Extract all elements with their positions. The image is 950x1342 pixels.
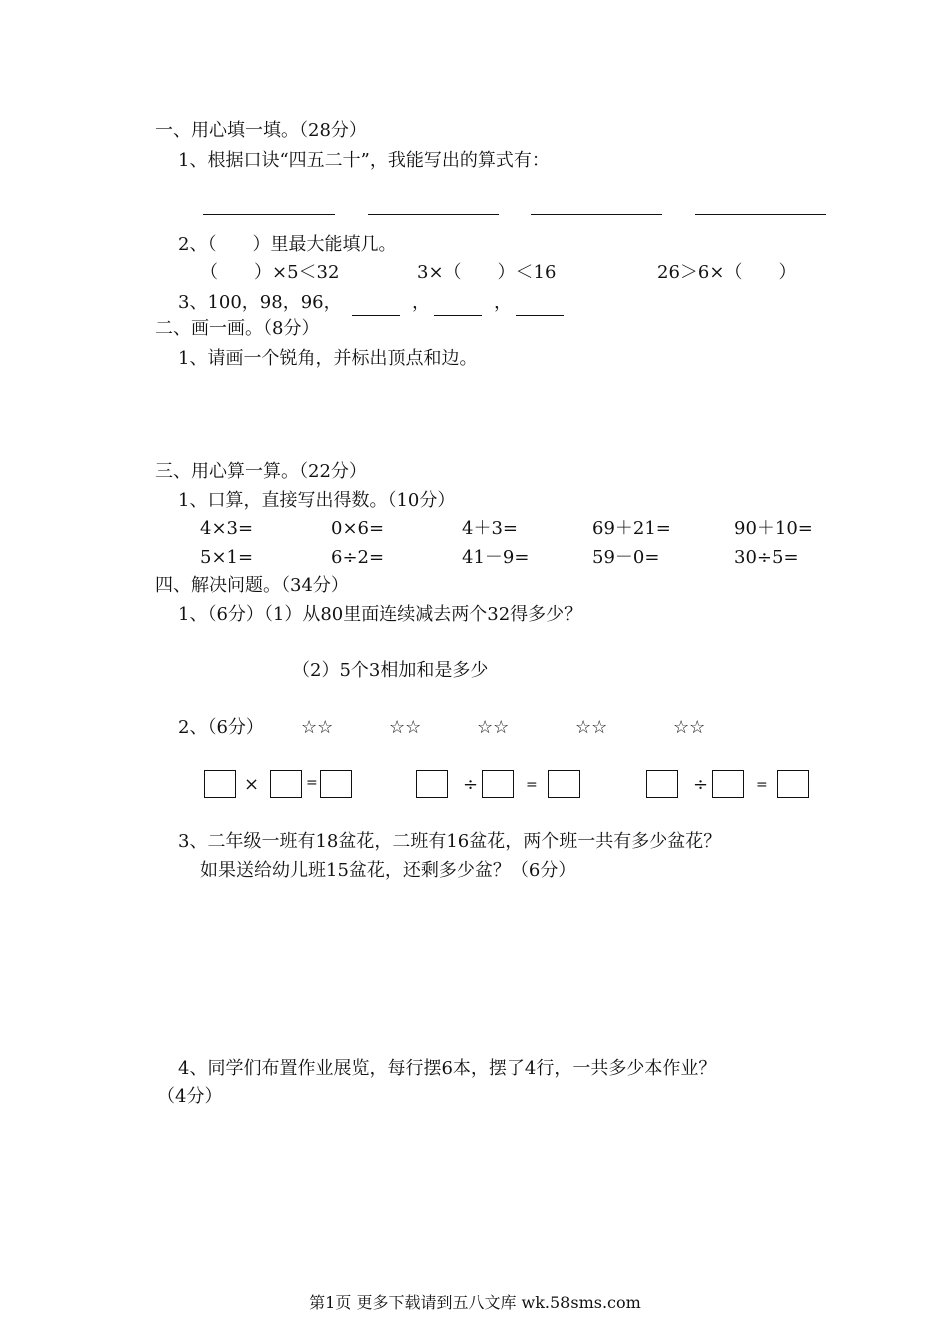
s4-q4-line2: （4分） (157, 1086, 223, 1107)
calc-item: 4×3= (200, 518, 254, 539)
answer-blank (368, 214, 499, 215)
answer-blank (203, 214, 335, 215)
comma: ， (494, 292, 512, 313)
star-group: ☆☆ (389, 717, 422, 738)
divide-sign: ÷ (693, 774, 709, 795)
calc-item: 69＋21= (592, 518, 671, 539)
s1-q2-item: 3×（ ）＜16 (417, 262, 557, 283)
s4-q1: 1、（6分）（1）从80里面连续减去两个32得多少？ (178, 604, 583, 625)
answer-box[interactable] (416, 770, 448, 798)
s1-q3: 3、100，98，96， (178, 292, 342, 313)
star-group: ☆☆ (301, 717, 334, 738)
section2-title: 二、画一画。（8分） (155, 318, 320, 339)
equals-sign: = (756, 777, 768, 793)
s4-q2-label: 2、（6分） (178, 717, 264, 738)
answer-box[interactable] (712, 770, 744, 798)
equals-sign: = (526, 777, 538, 793)
equals-sign: = (306, 775, 318, 791)
answer-box[interactable] (646, 770, 678, 798)
star-group: ☆☆ (673, 717, 706, 738)
answer-blank (434, 315, 482, 316)
s4-q4-line1: 4、同学们布置作业展览，每行摆6本，摆了4行，一共多少本作业？ (178, 1058, 717, 1079)
calc-item: 4＋3= (462, 518, 518, 539)
star-group: ☆☆ (477, 717, 510, 738)
comma: ， (412, 292, 430, 313)
s3-q1: 1、口算，直接写出得数。（10分） (178, 490, 456, 511)
s4-q1b: （2）5个3相加和是多少 (292, 660, 489, 681)
s4-q3-line2: 如果送给幼儿班15盆花，还剩多少盆？（6分） (200, 860, 577, 881)
s1-q2-item: （ ）×5＜32 (200, 262, 340, 283)
answer-box[interactable] (777, 770, 809, 798)
answer-blank (516, 315, 564, 316)
answer-blank (352, 315, 400, 316)
s1-q2: 2、（ ）里最大能填几。 (178, 234, 397, 255)
s1-q1: 1、根据口诀“四五二十”，我能写出的算式有： (178, 150, 550, 171)
section1-title: 一、用心填一填。（28分） (155, 120, 367, 141)
calc-item: 0×6= (331, 518, 385, 539)
answer-box[interactable] (270, 770, 302, 798)
s1-q2-item: 26＞6×（ ） (657, 262, 797, 283)
calc-item: 5×1= (200, 547, 254, 568)
times-sign: × (244, 774, 260, 795)
answer-box[interactable] (204, 770, 236, 798)
calc-item: 90＋10= (734, 518, 813, 539)
section3-title: 三、用心算一算。（22分） (155, 461, 367, 482)
s2-q1: 1、请画一个锐角，并标出顶点和边。 (178, 348, 478, 369)
answer-blank (695, 214, 826, 215)
divide-sign: ÷ (463, 774, 479, 795)
answer-box[interactable] (548, 770, 580, 798)
calc-item: 41－9= (462, 547, 530, 568)
s4-q3-line1: 3、二年级一班有18盆花，二班有16盆花，两个班一共有多少盆花？ (178, 831, 722, 852)
answer-box[interactable] (482, 770, 514, 798)
answer-box[interactable] (320, 770, 352, 798)
answer-blank (531, 214, 662, 215)
page-footer: 第1页 更多下载请到五八文库 wk.58sms.com (309, 1293, 641, 1312)
star-group: ☆☆ (575, 717, 608, 738)
calc-item: 6÷2= (331, 547, 385, 568)
section4-title: 四、解决问题。（34分） (155, 575, 349, 596)
calc-item: 59－0= (592, 547, 660, 568)
calc-item: 30÷5= (734, 547, 799, 568)
